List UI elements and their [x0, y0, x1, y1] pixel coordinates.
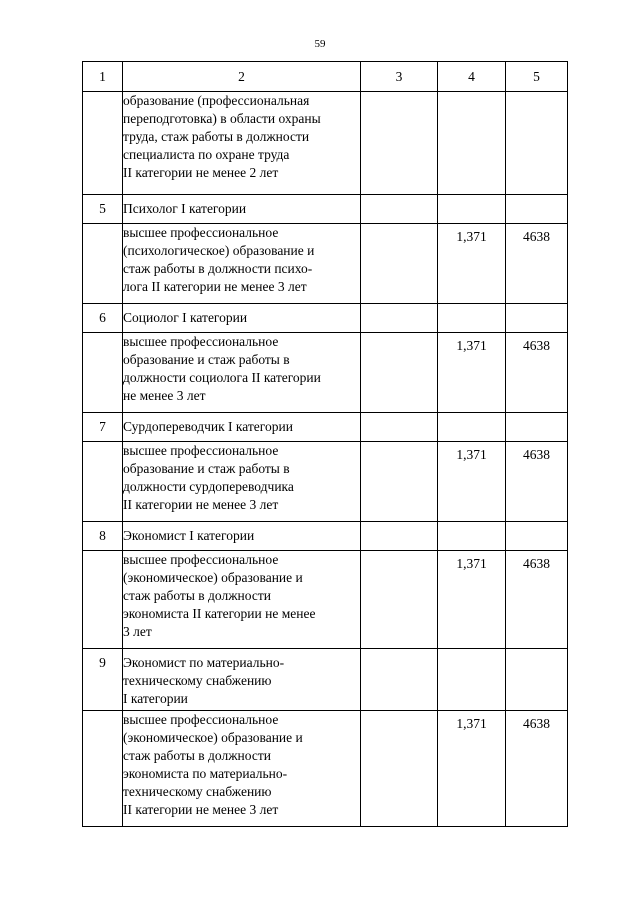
text-line: II категории не менее 2 лет: [123, 165, 279, 180]
value-cell-4: [438, 522, 506, 551]
requirements-cell: [123, 224, 361, 304]
text-line: экономиста II категории не менее: [123, 606, 316, 621]
value-cell-5: [506, 195, 568, 224]
requirements-cell: [123, 333, 361, 413]
value-cell-5: 4638: [506, 551, 568, 649]
text-line: Сурдопереводчик I категории: [123, 419, 293, 434]
value-cell-3: [361, 195, 438, 224]
value-cell-4: 1,371: [438, 711, 506, 827]
row-number-cell: 7: [83, 413, 123, 442]
value-cell-4: 1,371: [438, 333, 506, 413]
text-line: образование и стаж работы в: [123, 352, 290, 367]
value-cell-4: [438, 92, 506, 195]
table-row-position: [83, 413, 568, 442]
text-line: должности сурдопереводчика: [123, 479, 294, 494]
row-number-cell: [83, 92, 123, 195]
row-number-cell: 8: [83, 522, 123, 551]
text-line: Экономист по материально-: [123, 655, 285, 670]
position-title-cell: [123, 413, 361, 442]
value-cell-3: [361, 649, 438, 711]
text-line: специалиста по охране труда: [123, 147, 290, 162]
text-line: образование и стаж работы в: [123, 461, 290, 476]
text-line: Экономист I категории: [123, 528, 255, 543]
table-row-position: [83, 649, 568, 711]
value-cell-5: [506, 413, 568, 442]
position-title-cell: [123, 649, 361, 711]
table-header-row: [83, 62, 568, 92]
text-line: не менее 3 лет: [123, 388, 206, 403]
table-row-requirements: [83, 333, 568, 413]
text-line: (экономическое) образование и: [123, 730, 303, 745]
value-cell-3: [361, 442, 438, 522]
text-line: высшее профессиональное: [123, 225, 279, 240]
requirements-cell: [123, 711, 361, 827]
value-cell-4: [438, 413, 506, 442]
text-line: экономиста по материально-: [123, 766, 288, 781]
row-number-cell: [83, 333, 123, 413]
header-col-4: 4: [438, 62, 506, 92]
row-number-cell: 9: [83, 649, 123, 711]
value-cell-4: 1,371: [438, 551, 506, 649]
text-line: высшее профессиональное: [123, 443, 279, 458]
table-row-position: [83, 195, 568, 224]
value-cell-5: [506, 92, 568, 195]
table-row-position: [83, 522, 568, 551]
value-cell-5: [506, 304, 568, 333]
value-cell-3: [361, 92, 438, 195]
value-cell-5: 4638: [506, 224, 568, 304]
requirements-cell: [123, 92, 361, 195]
text-line: стаж работы в должности: [123, 588, 271, 603]
row-number-cell: [83, 442, 123, 522]
text-line: Психолог I категории: [123, 201, 247, 216]
text-line: 3 лет: [123, 624, 152, 639]
row-number-cell: 5: [83, 195, 123, 224]
text-line: должности социолога II категории: [123, 370, 321, 385]
requirements-cell: [123, 442, 361, 522]
table-row-requirements: [83, 224, 568, 304]
value-cell-5: 4638: [506, 333, 568, 413]
text-line: (экономическое) образование и: [123, 570, 303, 585]
value-cell-4: [438, 649, 506, 711]
row-number-cell: [83, 551, 123, 649]
header-col-3: 3: [361, 62, 438, 92]
value-cell-4: [438, 195, 506, 224]
value-cell-3: [361, 413, 438, 442]
value-cell-3: [361, 522, 438, 551]
value-cell-4: [438, 304, 506, 333]
row-number-cell: [83, 711, 123, 827]
text-line: высшее профессиональное: [123, 712, 279, 727]
text-line: высшее профессиональное: [123, 334, 279, 349]
value-cell-4: 1,371: [438, 442, 506, 522]
position-title-cell: [123, 522, 361, 551]
row-number-cell: 6: [83, 304, 123, 333]
header-col-5: 5: [506, 62, 568, 92]
text-line: лога II категории не менее 3 лет: [123, 279, 307, 294]
text-line: труда, стаж работы в должности: [123, 129, 310, 144]
text-line: I категории: [123, 691, 188, 706]
text-line: II категории не менее 3 лет: [123, 802, 279, 817]
qualification-table: [82, 61, 568, 827]
value-cell-5: [506, 522, 568, 551]
table-row-position: [83, 304, 568, 333]
text-line: стаж работы в должности: [123, 748, 271, 763]
position-title-cell: [123, 304, 361, 333]
value-cell-3: [361, 333, 438, 413]
table-row-requirements: [83, 442, 568, 522]
table-row-requirements: [83, 551, 568, 649]
value-cell-4: 1,371: [438, 224, 506, 304]
text-line: высшее профессиональное: [123, 552, 279, 567]
page-number: 59: [314, 38, 326, 50]
value-cell-3: [361, 304, 438, 333]
header-col-2: 2: [123, 62, 361, 92]
table-row-requirements: [83, 711, 568, 827]
value-cell-3: [361, 551, 438, 649]
value-cell-5: [506, 649, 568, 711]
text-line: техническому снабжению: [123, 784, 272, 799]
text-line: образование (профессиональная: [123, 93, 310, 108]
value-cell-3: [361, 711, 438, 827]
text-line: Социолог I категории: [123, 310, 248, 325]
text-line: переподготовка) в области охраны: [123, 111, 321, 126]
value-cell-5: 4638: [506, 442, 568, 522]
text-line: II категории не менее 3 лет: [123, 497, 279, 512]
text-line: стаж работы в должности психо-: [123, 261, 313, 276]
requirements-cell: [123, 551, 361, 649]
text-line: техническому снабжению: [123, 673, 272, 688]
header-col-1: 1: [83, 62, 123, 92]
table-row-requirements: [83, 92, 568, 195]
value-cell-5: 4638: [506, 711, 568, 827]
value-cell-3: [361, 224, 438, 304]
position-title-cell: [123, 195, 361, 224]
row-number-cell: [83, 224, 123, 304]
text-line: (психологическое) образование и: [123, 243, 315, 258]
